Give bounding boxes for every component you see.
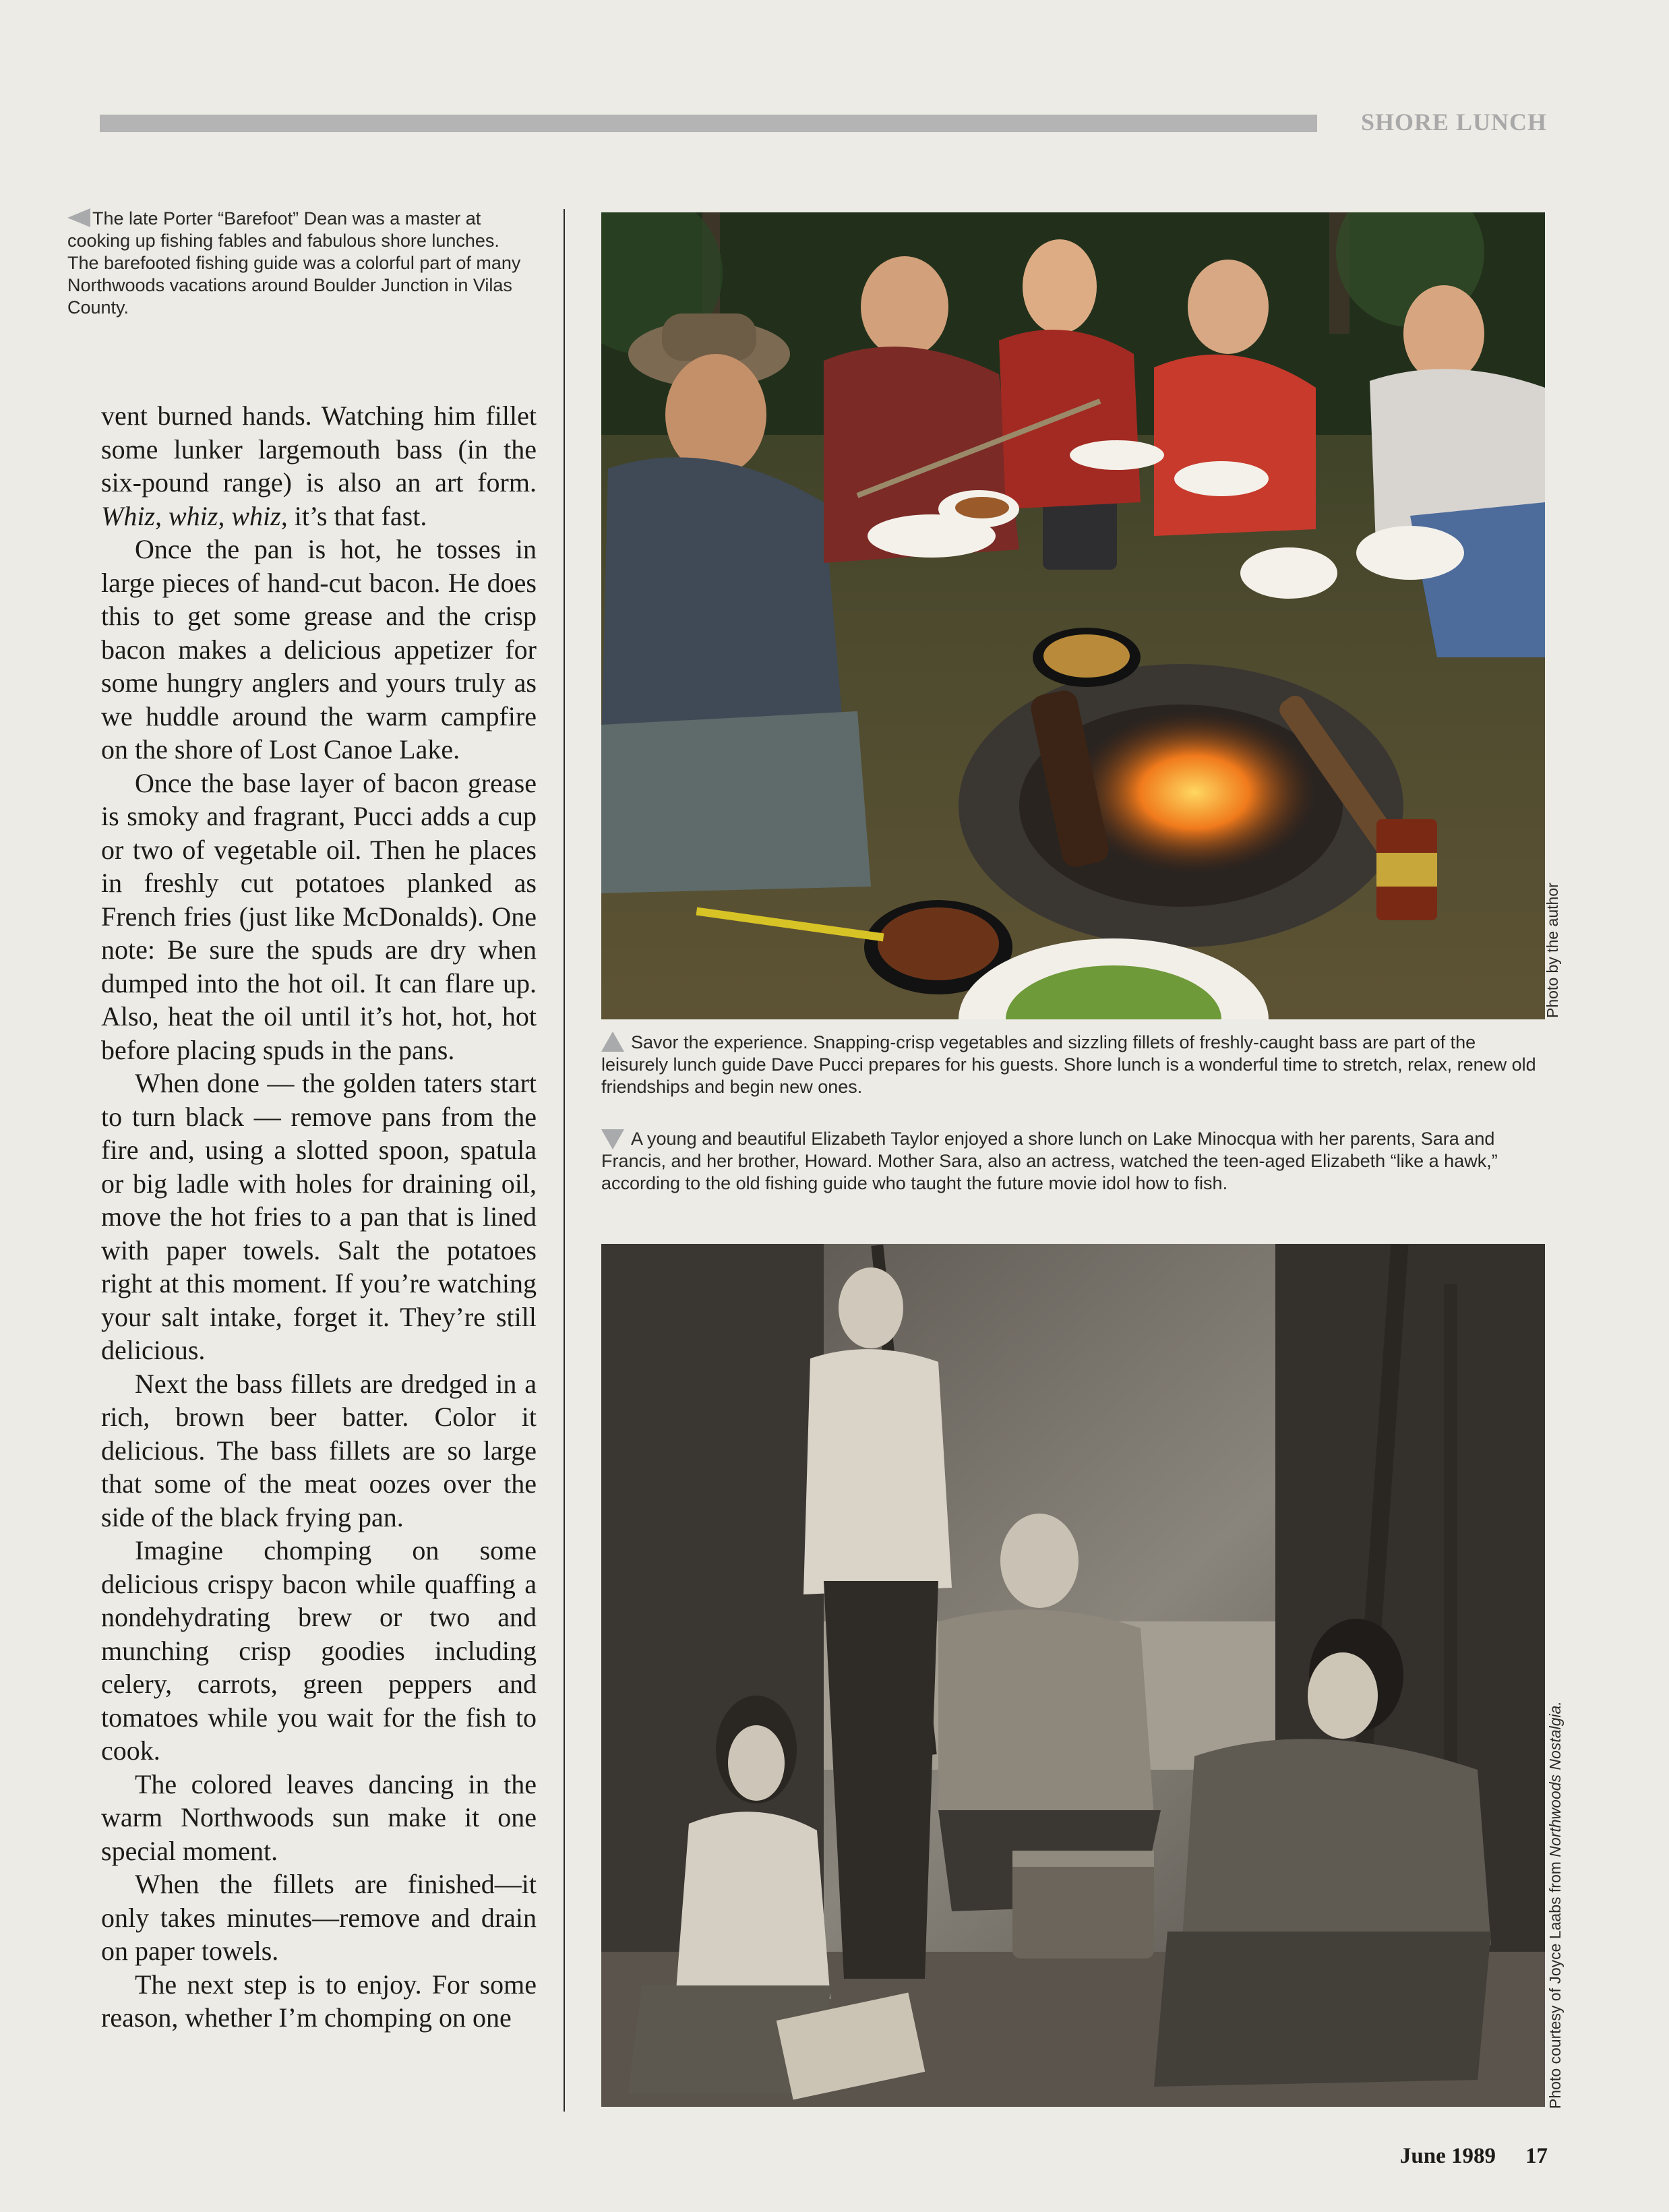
- article-text: vent burned hands. Watching him fillet some lunker largemouth bass (in the six-pound range) is also an art form.: [101, 400, 537, 498]
- article-paragraph: [101, 399, 537, 533]
- article-paragraph: Imagine chomping on some delicious crispy bacon while quaffing a nondehydrating brew or two and munching crisp goodies including celery, carrots, green peppers and tomatoes while you wait for the fish to cook.: [101, 1535, 537, 1766]
- page-folio: [1368, 2144, 1548, 2169]
- campfire-photo: [601, 212, 1545, 1019]
- campfire-photo-illustration: [601, 212, 1545, 1019]
- article-body: [101, 399, 537, 2035]
- header-rule: [100, 115, 1317, 132]
- article-paragraph: Once the base layer of bacon grease is smoky and fragrant, Pucci adds a cup or two of vegetable oil. Then he places in freshly cut potatoes planked as French fries (just like McDonalds). One note: Be sure the spuds are dry when dumped into the hot oil. It can flare up. Also, heat the oil until it’s hot, hot, hot before placing spuds in the pans.: [101, 767, 537, 1065]
- issue-date: June 1989: [1399, 2144, 1496, 2168]
- caption-porter-dean-text: The late Porter “Barefoot” Dean was a master at cooking up fishing fables and fabulous shore lunches. The barefooted fishing guide was a colorful part of many Northwoods vacations around Boulder Junction in Vilas County.: [67, 208, 521, 318]
- caption-savor-text: Savor the experience. Snapping-crisp vegetables and sizzling fillets of freshly-caught bass are part of the leisurely lunch guide Dave Pucci prepares for his guests. Shore lunch is a wonderful time to stretch, relax, renew old friendships and begin new ones.: [601, 1032, 1536, 1097]
- caption-savor: [601, 1032, 1545, 1098]
- caption-porter-dean: [67, 208, 533, 319]
- taylor-family-photo: [601, 1244, 1545, 2107]
- article-paragraph: The next step is to enjoy. For some reason, whether I’m chomping on one: [101, 1969, 537, 2033]
- down-pointer-icon: [601, 1129, 624, 1149]
- running-head: SHORE LUNCH: [1360, 109, 1547, 136]
- article-paragraph: When the fillets are finished—it only takes minutes—remove and drain on paper towels.: [101, 1869, 537, 1966]
- left-pointer-icon: [67, 208, 90, 227]
- article-paragraph: Next the bass fillets are dredged in a rich, brown beer batter. Color it delicious. The bass fillets are so large that some of the meat oozes over the side of the black frying pan.: [101, 1368, 537, 1532]
- photo-credit-source: Northwoods Nostalgia.: [1546, 1701, 1564, 1857]
- column-rule: [564, 209, 565, 2112]
- page-number: 17: [1525, 2144, 1548, 2168]
- taylor-family-photo-illustration: [601, 1244, 1545, 2107]
- caption-taylor-text: A young and beautiful Elizabeth Taylor enjoyed a shore lunch on Lake Minocqua with her parents, Sara and Francis, and her brother, Howard. Mother Sara, also an actress, watched the teen-aged Elizabeth “like a hawk,” according to the old fishing guide who taught the future movie idol how to fish.: [601, 1129, 1498, 1193]
- article-italic-text: Whiz, whiz, whiz,: [101, 500, 288, 531]
- article-paragraph: When done — the golden taters start to turn black — remove pans from the fire and, using a slotted spoon, spatula or big ladle with holes for draining oil, move the hot fries to a pan that is lined with paper towels. Salt the potatoes right at this moment. If you’re watching your salt intake, forget it. They’re still delicious.: [101, 1068, 537, 1365]
- article-paragraph: Once the pan is hot, he tosses in large pieces of hand-cut bacon. He does this to get some grease and the crisp bacon makes a delicious appetizer for some hungry anglers and yours truly as we huddle around the warm campfire on the shore of Lost Canoe Lake.: [101, 534, 537, 765]
- article-text: it’s that fast.: [287, 500, 427, 531]
- photo-credit-prefix: Photo courtesy of Joyce Laabs from: [1546, 1857, 1564, 2109]
- up-pointer-icon: [601, 1032, 624, 1052]
- caption-taylor: [601, 1128, 1545, 1195]
- photo-credit-joyce-laabs: [1546, 1701, 1565, 2109]
- photo-credit-author: Photo by the author: [1544, 883, 1561, 1018]
- article-paragraph: The colored leaves dancing in the warm Northwoods sun make it one special moment.: [101, 1768, 537, 1866]
